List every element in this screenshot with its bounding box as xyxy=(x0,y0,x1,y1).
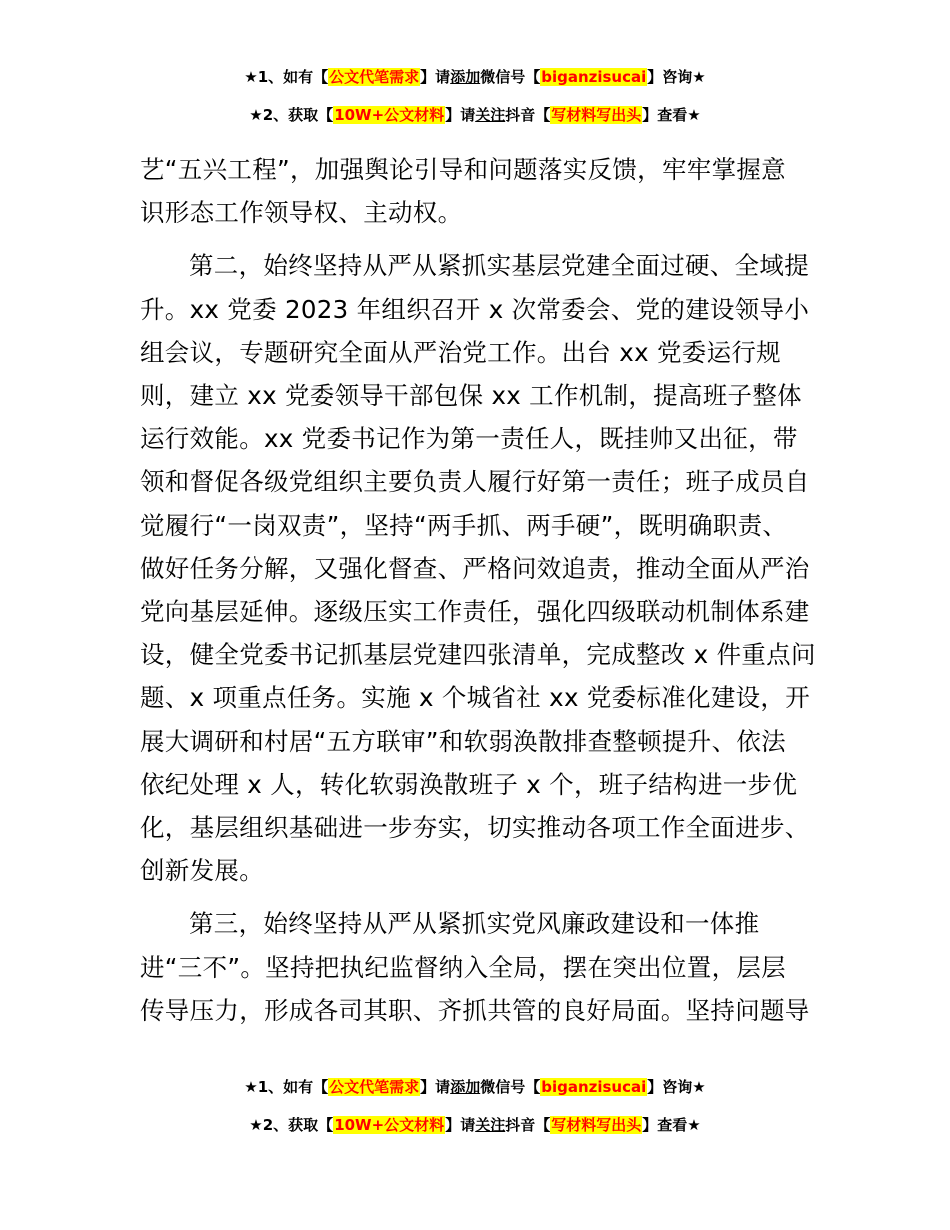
text-line: 党向基层延伸。逐级压实工作责任，强化四级联动机制体系建 xyxy=(140,597,810,627)
banner-text: 抖音【 xyxy=(505,106,551,124)
text-line: 进“三不”。坚持把执纪监督纳入全局，摆在突出位置，层层 xyxy=(140,952,786,982)
text-line: 觉履行“一岗双责”，坚持“两手抓、两手硬”，既明确职责、 xyxy=(140,510,788,540)
text-line: 设，健全党委书记抓基层党建四张清单，完成整改 x 件重点问 xyxy=(140,640,816,670)
banner-text: ★2、获取【 xyxy=(249,106,334,124)
text-line: 创新发展。 xyxy=(140,856,264,886)
banner-text: ★1、如有【 xyxy=(244,1078,329,1096)
banner-text: ★1、如有【 xyxy=(244,68,329,86)
text-line: 第三，始终坚持从严从紧抓实党风廉政建设和一体推 xyxy=(189,909,760,939)
text-line: 展大调研和村居“五方联审”和软弱涣散排查整顿提升、依法 xyxy=(140,726,786,756)
banner-highlight: 写材料写出头 xyxy=(551,106,642,124)
text-line: 做好任务分解，又强化督查、严格问效追责，推动全面从严治 xyxy=(140,553,810,583)
banner-text: 】查看★ xyxy=(642,106,701,124)
text-line: 题、x 项重点任务。实施 x 个城省社 xx 党委标准化建设，开 xyxy=(140,683,811,713)
banner-text: 】咨询★ xyxy=(647,1078,706,1096)
text-line: 第二，始终坚持从严从紧抓实基层党建全面过硬、全域提 xyxy=(189,251,809,281)
banner-text: 】请 xyxy=(420,68,451,86)
text-line: 升。xx 党委 2023 年组织召开 x 次常委会、党的建设领导小 xyxy=(140,294,810,324)
banner-text: 】查看★ xyxy=(642,1116,701,1134)
banner-text: 抖音【 xyxy=(505,1116,551,1134)
banner-highlight: 10W+公文材料 xyxy=(334,1116,445,1134)
header-banner xyxy=(0,62,950,138)
banner-line-1 xyxy=(0,1072,950,1102)
banner-line-1 xyxy=(0,62,950,92)
banner-text: 微信号【 xyxy=(480,1078,541,1096)
banner-text: 】请 xyxy=(445,1116,476,1134)
banner-highlight: biganzisucai xyxy=(541,1078,647,1096)
paragraph-2 xyxy=(140,244,816,892)
banner-line-2 xyxy=(0,100,950,130)
banner-text: 】请 xyxy=(420,1078,451,1096)
banner-underline: 添加 xyxy=(450,68,481,86)
banner-underline: 关注 xyxy=(475,1116,506,1134)
banner-text: 】请 xyxy=(445,106,476,124)
banner-text: 】咨询★ xyxy=(647,68,706,86)
text-line: 化，基层组织基础进一步夯实，切实推动各项工作全面进步、 xyxy=(140,813,810,843)
text-line: 依纪处理 x 人，转化软弱涣散班子 x 个，班子结构进一步优 xyxy=(140,769,798,799)
banner-highlight: 公文代笔需求 xyxy=(329,68,420,86)
banner-highlight: 10W+公文材料 xyxy=(334,106,445,124)
footer-banner xyxy=(0,1072,950,1148)
banner-text: ★2、获取【 xyxy=(249,1116,334,1134)
banner-text: 微信号【 xyxy=(480,68,541,86)
text-line: 识形态工作领导权、主动权。 xyxy=(140,198,463,228)
text-line: 艺“五兴工程”，加强舆论引导和问题落实反馈，牢牢掌握意 xyxy=(140,155,786,184)
banner-highlight: 写材料写出头 xyxy=(551,1116,642,1134)
banner-highlight: 公文代笔需求 xyxy=(329,1078,420,1096)
banner-underline: 关注 xyxy=(475,106,506,124)
banner-highlight: biganzisucai xyxy=(541,68,647,86)
text-line: 组会议，专题研究全面从严治党工作。出台 xx 党委运行规 xyxy=(140,337,781,367)
text-line: 则，建立 xx 党委领导干部包保 xx 工作机制，提高班子整体 xyxy=(140,381,802,411)
text-line: 领和督促各级党组织主要负责人履行好第一责任；班子成员自 xyxy=(140,467,810,497)
text-line: 运行效能。xx 党委书记作为第一责任人，既挂帅又出征，带 xyxy=(140,424,798,454)
text-line: 传导压力，形成各司其职、齐抓共管的良好局面。坚持问题导 xyxy=(140,995,810,1025)
banner-underline: 添加 xyxy=(450,1078,481,1096)
document-body xyxy=(140,148,816,1032)
paragraph-3 xyxy=(140,902,812,1032)
paragraph-1 xyxy=(140,148,812,234)
banner-line-2 xyxy=(0,1110,950,1140)
